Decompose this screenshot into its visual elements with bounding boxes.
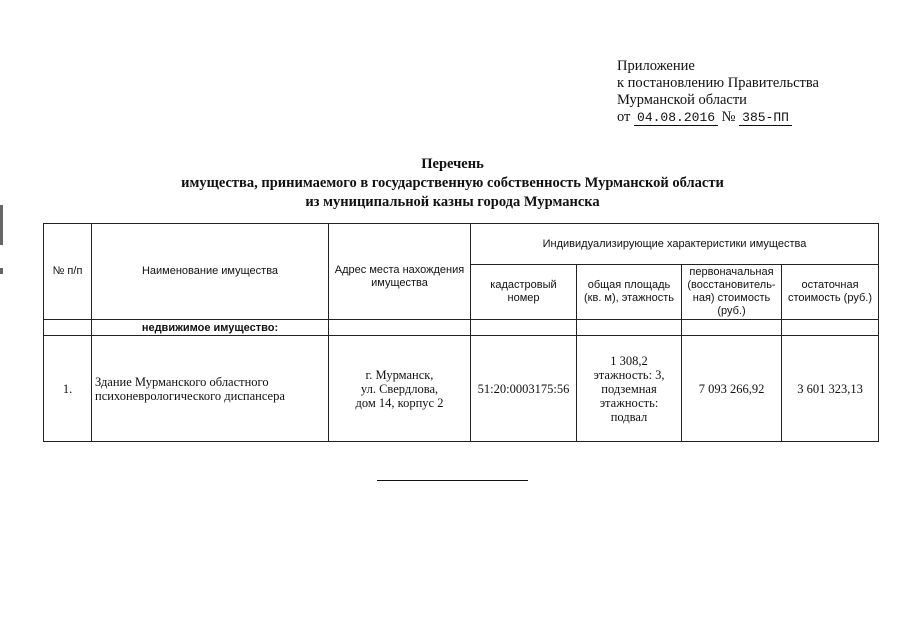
row-name: Здание Мурманского областного психоневрологического диспансера — [92, 336, 329, 442]
section-num-cell — [44, 320, 92, 336]
title-line3: из муниципальной казны города Мурманска — [305, 194, 600, 210]
address-line1: г. Мурманск, — [365, 367, 434, 382]
appendix-date-line — [617, 109, 819, 126]
header-num: № п/п — [44, 224, 92, 320]
closing-line — [377, 480, 528, 481]
header-residual-cost: остаточная стоимость (руб.) — [782, 265, 879, 320]
area-line1: 1 308,2 — [610, 353, 648, 368]
date-prefix: от — [617, 109, 631, 125]
scan-edge-mark — [0, 205, 3, 245]
address-line2: ул. Свердлова, — [360, 381, 439, 396]
row-cadastral: 51:20:0003175:56 — [471, 336, 577, 442]
area-line3: подземная — [601, 381, 657, 396]
appendix-line2: к постановлению Правительства — [617, 75, 819, 91]
area-line2: этажность: 3, — [593, 367, 665, 382]
header-area: общая площадь (кв. м), этажность — [577, 265, 682, 320]
header-group: Индивидуализирующие характеристики имущества — [471, 224, 879, 265]
document-title — [0, 155, 905, 212]
section-empty-5 — [782, 320, 879, 336]
header-cadastral: кадастровый номер — [471, 265, 577, 320]
header-name: Наименование имущества — [92, 224, 329, 320]
scan-edge-mark — [0, 268, 3, 274]
row-initial-cost: 7 093 266,92 — [682, 336, 782, 442]
section-empty-2 — [471, 320, 577, 336]
appendix-line3: Мурманской области — [617, 92, 747, 108]
resolution-date: 04.08.2016 — [634, 111, 718, 126]
area-line4: этажность: — [599, 395, 659, 410]
number-sign: № — [721, 109, 736, 125]
header-address: Адрес места нахождения имущества — [329, 224, 471, 320]
row-area — [577, 336, 682, 442]
header-initial-cost: первоначальная (восстановитель-ная) стоимость (руб.) — [682, 265, 782, 320]
appendix-header — [617, 58, 819, 126]
row-residual-cost: 3 601 323,13 — [782, 336, 879, 442]
area-line5: подвал — [610, 409, 648, 424]
section-empty-4 — [682, 320, 782, 336]
title-line1: Перечень — [421, 156, 484, 172]
address-line3: дом 14, корпус 2 — [355, 395, 444, 410]
section-empty-3 — [577, 320, 682, 336]
section-empty-1 — [329, 320, 471, 336]
row-address — [329, 336, 471, 442]
row-num: 1. — [44, 336, 92, 442]
title-line2: имущества, принимаемого в государственную собственность Мурманской области — [181, 175, 724, 191]
resolution-number: 385-ПП — [739, 111, 792, 126]
section-label: недвижимое имущество: — [92, 320, 329, 336]
appendix-line1: Приложение — [617, 58, 695, 74]
property-table — [43, 223, 879, 442]
table-row — [44, 336, 879, 442]
